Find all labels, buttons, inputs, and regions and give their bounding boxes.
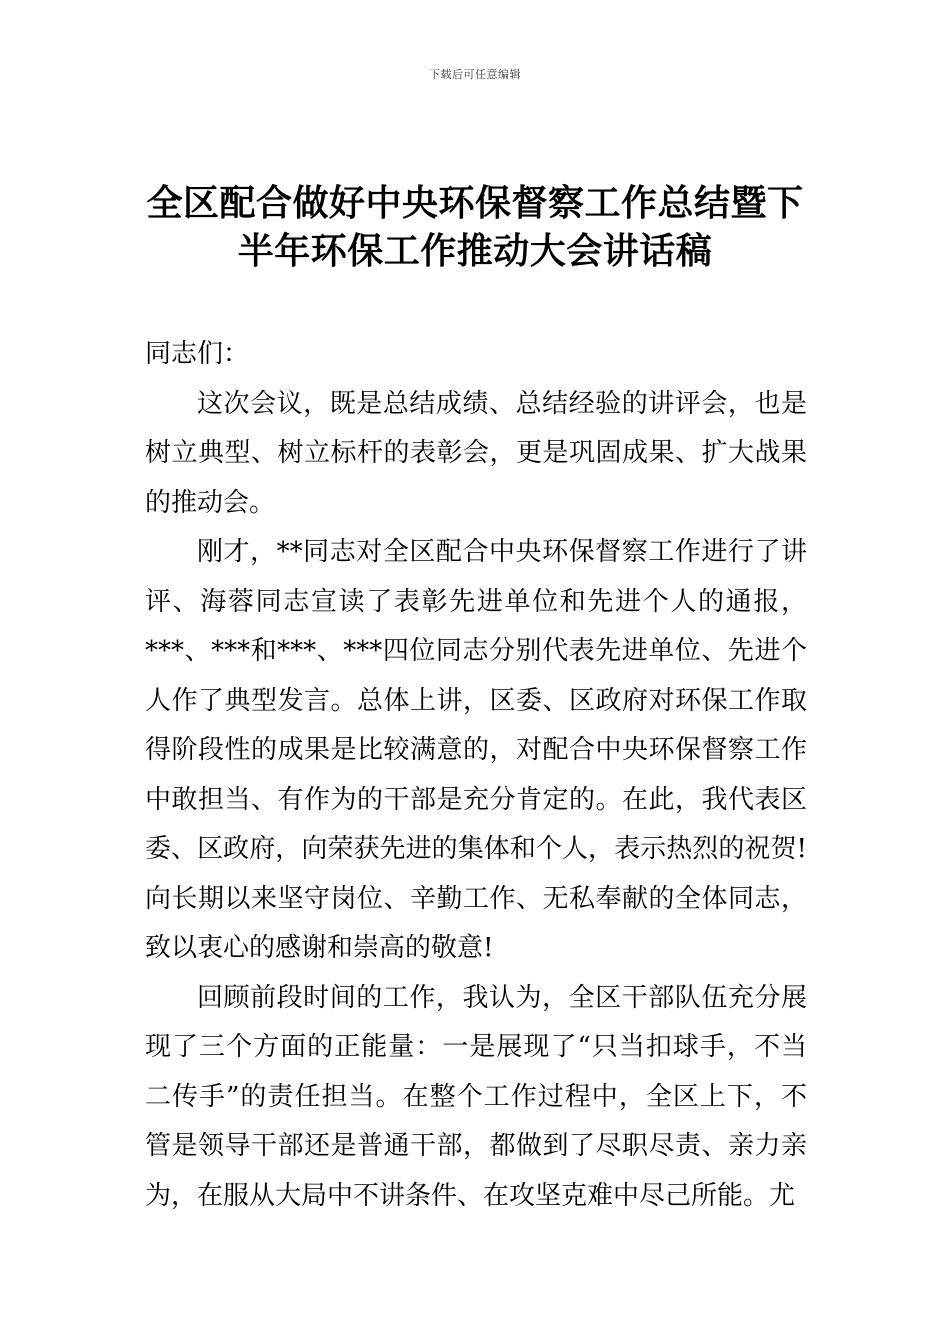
paragraph-3: 回顾前段时间的工作，我认为，全区干部队伍充分展现了三个方面的正能量：一是展现了“只当扣球手，不当二传手”的责任担当。在整个工作过程中，全区上下，不管是领导干部还是普通干部，都做到了尽职尽责、亲力亲为，在服从大局中不讲条件、在攻坚克难中尽己所能。尤 [145,982,807,1211]
title-line-2: 半年环保工作推动大会讲话稿 [237,231,713,272]
document-title [100,180,850,276]
salutation: 同志们： [145,339,250,369]
download-note: 下载后可任意编辑 [429,68,521,81]
document-body [145,330,807,1221]
title-line-1: 全区配合做好中央环保督察工作总结暨下 [146,183,804,224]
paragraph-2: 刚才，**同志对全区配合中央环保督察工作进行了讲评、海蓉同志宣读了表彰先进单位和先进个人的通报，***、***和***、***四位同志分别代表先进单位、先进个人作了典型发言。总体上讲，区委、区政府对环保工作取得阶段性的成果是比较满意的，对配合中央环保督察工作中敢担当、有作为的干部是充分肯定的。在此，我代表区委、区政府，向荣获先进的集体和个人，表示热烈的祝贺!向长期以来坚守岗位、辛勤工作、无私奉献的全体同志，致以衷心的感谢和崇高的敬意! [145,537,807,963]
paragraph-1: 这次会议，既是总结成绩、总结经验的讲评会，也是树立典型、树立标杆的表彰会，更是巩固成果、扩大战果的推动会。 [145,388,807,518]
